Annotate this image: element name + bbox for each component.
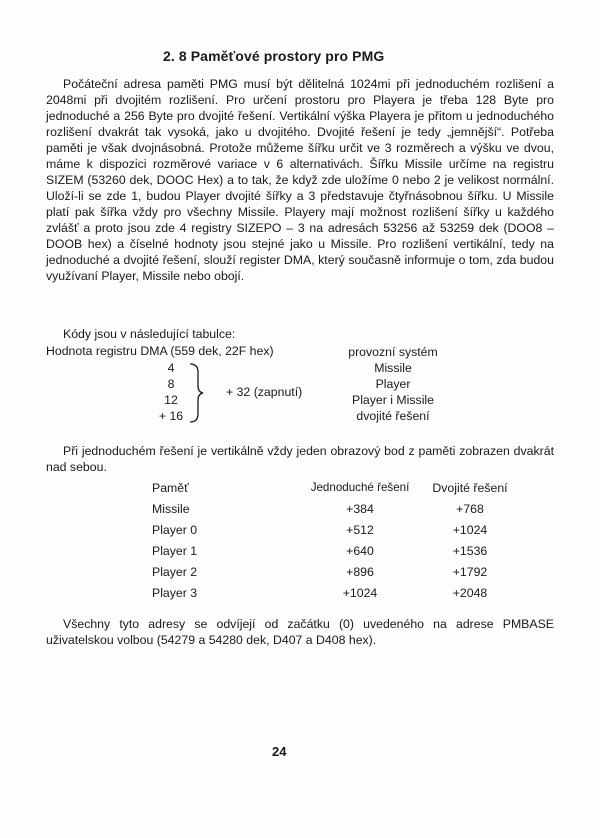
table-cell: +1024 — [452, 523, 488, 537]
dma-value: 12 — [164, 393, 178, 407]
table-cell: +2048 — [452, 586, 488, 600]
table-row — [130, 523, 530, 544]
single-res-paragraph-text: Při jednoduchém řešení je vertikálně vždy jeden obrazový bod z paměti zobrazen dvakrát nad sebou. — [46, 444, 554, 474]
table-cell: +1792 — [452, 565, 488, 579]
dma-value: 8 — [167, 377, 175, 391]
column-header: Dvojité řešení — [432, 481, 508, 495]
intro-paragraph-text: Počáteční adresa paměti PMG musí být dělitelná 1024mi při jednoduchém rozlišení a 2048mi při dvojitém rozlišení. Pro určení prostoru pro Playera je třeba 128 Byte pro jednoduché a 256 Byte pro dvojité řešení. Vertikální výška Playera je přitom u jednoduchého rozlišení dvakrát tak vysoká, jako u dvojitého. Dvojité řešení je tedy „jemnější“. Potřeba paměti je však dvojnásobná. Protože můžeme šířku určit ve 3 rozměrech a výšku ve dvou, máme k dispozici rozměrové variace v 6 alternativách. Šířku Missile určíme na registru SIZEM (53260 dek, DOOC Hex) a to tak, že když zde uložíme 0 nebo 2 je velikost normální. Uloží-li se zde 1, budou Player dvojité šířky a 3 představuje čtyřnásobnou šířku. U Missile platí pak šířka vždy pro všechny Missile. Playery mají možnost rozlišení šířky u každého zvlášť a proto jsou zde 4 registry SIZEPO – 3 na adresách 53256 až 53259 dek (DOO8 – DOOB hex) a číselné hodnoty jsou stejné jako u Missile. Pro rozlišení vertikální, tedy na jednoduché a dvojité řešení, slouží register DMA, který současně informuje o tom, zda budou využívaní Player, Missile nebo obojí. — [46, 77, 554, 283]
column-header: Paměť — [152, 481, 189, 495]
intro-paragraph — [46, 76, 554, 284]
table-cell: +384 — [346, 502, 374, 516]
table-cell: +512 — [346, 523, 374, 537]
table-row — [130, 565, 530, 586]
table-cell: Player 1 — [152, 544, 198, 558]
system-item: Player — [375, 377, 411, 391]
dma-value: 4 — [167, 361, 175, 375]
table-row — [130, 586, 530, 607]
table-cell: +768 — [456, 502, 484, 516]
table-row — [130, 502, 530, 523]
right-brace-icon — [186, 362, 206, 424]
table-cell: +1024 — [342, 586, 378, 600]
table-header-row — [130, 481, 530, 502]
closing-paragraph — [46, 616, 554, 648]
dma-enable-label: + 32 (zapnutí) — [226, 385, 303, 399]
section-heading: 2. 8 Paměťové prostory pro PMG — [163, 48, 385, 64]
memory-offset-table — [130, 481, 530, 607]
table-cell: Player 2 — [152, 565, 198, 579]
single-res-paragraph — [46, 443, 554, 475]
system-header: provozní systém — [348, 345, 438, 359]
table-cell: Player 0 — [152, 523, 198, 537]
column-header: Jednoduché řešení — [310, 481, 410, 494]
table-cell: Missile — [152, 502, 190, 516]
codes-intro: Kódy jsou v následující tabulce: — [63, 327, 236, 341]
page-number: 24 — [272, 744, 287, 759]
system-item: Player i Missile — [352, 393, 434, 407]
table-cell: +896 — [346, 565, 374, 579]
table-cell: +1536 — [452, 544, 488, 558]
dma-value: + 16 — [158, 409, 184, 423]
dma-register-label: Hodnota registru DMA (559 dek, 22F hex) — [46, 344, 274, 358]
system-item: Missile — [374, 361, 412, 375]
system-column — [332, 344, 454, 424]
system-item: dvojité řešení — [356, 409, 430, 423]
table-row — [130, 544, 530, 565]
closing-paragraph-text: Všechny tyto adresy se odvíjejí od začátku (0) uvedeného na adrese PMBASE uživatelskou volbou (54279 a 54280 dek, D407 a D408 hex). — [46, 617, 554, 647]
table-cell: Player 3 — [152, 586, 198, 600]
table-cell: +640 — [346, 544, 374, 558]
